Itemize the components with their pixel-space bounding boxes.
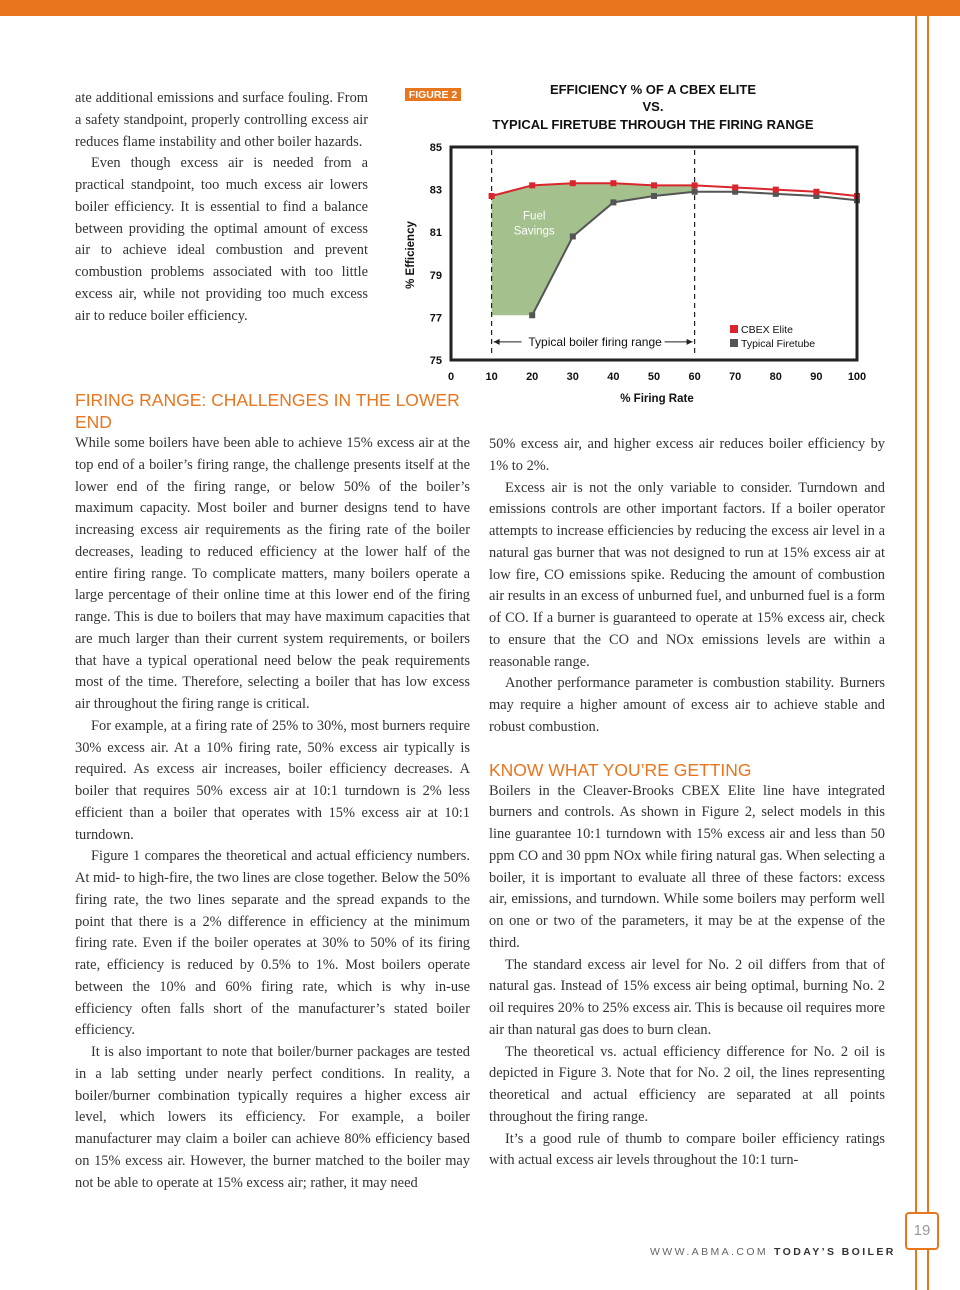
page-number: 19 [905,1212,939,1250]
chart-title-line-1: EFFICIENCY % OF A CBEX ELITE [549,82,757,97]
body-paragraph: The theoretical vs. actual efficiency difference for No. 2 oil is depicted in Figure 3. Note that for No. 2 oil, the lines representing theoretical and actual efficiency are separated at all points throughout the firing range. [489,1043,885,1125]
x-tick-label: 60 [688,371,701,383]
data-point [529,312,535,318]
y-tick-label: 79 [429,269,442,282]
data-point [651,193,657,199]
right-column [489,434,885,1172]
body-paragraph: Figure 1 compares the theoretical and actual efficiency numbers. At mid- to high-fire, the two lines are close together. Below the 50% firing rate, the two lines separate and the spread expands to the point that there is a 2% difference in efficiency at the minimum firing rate. Even if the boiler operates at 30% to 50% of its firing rate, efficiency is reduced by 0.5% to 1%. Most boilers operate between the 10% and 60% firing rate, which is why in-use efficiency often falls short of the manufacturer’s stated boiler efficiency. [75,848,470,1039]
x-tick-label: 30 [566,371,579,383]
body-paragraph: Another performance parameter is combustion stability. Burners may require a higher amount of excess air to achieve stable and robust combustion. [489,675,885,735]
section-heading: KNOW WHAT YOU’RE GETTING [489,759,752,780]
body-paragraph: ate additional emissions and surface fouling. From a safety standpoint, properly controlling excess air reduces flame instability and other boiler hazards. [75,90,368,150]
data-point [692,182,698,188]
data-point [813,189,819,195]
data-point [610,180,616,186]
x-tick-label: 20 [526,371,539,383]
x-tick-label: 0 [447,371,455,383]
data-point [529,182,535,188]
data-point [570,233,576,239]
data-point [610,199,616,205]
y-tick-label: 81 [429,227,442,240]
body-paragraph: For example, at a firing rate of 25% to 30%, most burners require 30% excess air. At a 10% firing rate, 50% excess air typically is required. As excess air increases, boiler efficiency decreases. A boiler that requires 50% excess air at 10:1 turndown is 2% less efficient than a boiler that operates with 15% excess air at 10:1 turndown. [75,717,470,843]
body-paragraph: Excess air is not the only variable to consider. Turndown and emissions controls are other important factors. If a boiler operator attempts to increase efficiencies by reducing the excess air level in a natural gas burner that was not designed to run at 15% excess air at low fire, CO emissions spike. Reducing the amount of combustion air results in an excess of unburned fuel, and unburned fuel is a form of CO. If a burner is guaranteed to operate at 15% excess air, check to ensure that the CO and NOx emissions levels are within a reasonable range. [489,479,885,670]
data-point [570,180,576,186]
x-tick-label: 80 [769,371,782,383]
y-tick-label: 77 [429,312,442,325]
fuel-savings-area [492,183,695,315]
footer [650,1246,896,1258]
footer-url: WWW.ABMA.COM [650,1246,769,1258]
data-point [773,187,779,193]
x-tick-label: 50 [647,371,661,383]
efficiency-chart [400,80,880,410]
figure-tag: FIGURE 2 [408,89,458,101]
range-arrow-head [494,339,500,345]
x-tick-label: 90 [810,371,823,383]
chart-title-line-3: TYPICAL FIRETUBE THROUGH THE FIRING RANGE [492,117,814,132]
range-arrow-head [687,339,693,345]
legend [730,324,815,350]
x-tick-label: 40 [607,371,620,383]
header-bar [0,0,960,16]
y-tick-label: 83 [429,184,442,197]
body-paragraph: It’s a good rule of thumb to compare boiler efficiency ratings with actual excess air levels throughout the 10:1 turn- [489,1130,885,1169]
x-tick-label: 100 [847,371,867,383]
x-axis [448,371,866,383]
legend-swatch [730,339,738,347]
firing-range-label: Typical boiler firing range [528,334,662,349]
x-axis-label: % Firing Rate [620,393,694,405]
footer-publication: TODAY’S BOILER [774,1246,896,1258]
y-axis [430,142,442,367]
body-paragraph: 50% excess air, and higher excess air reduces boiler efficiency by 1% to 2%. [489,436,885,474]
legend-label: Typical Firetube [741,338,816,350]
data-point [732,184,738,190]
data-point [489,193,495,199]
x-tick-label: 10 [485,371,498,383]
y-axis-label: % Efficiency [405,221,417,289]
data-point [651,182,657,188]
data-point [692,189,698,195]
fuel-savings-label: Savings [513,225,555,238]
body-paragraph: The standard excess air level for No. 2 oil differs from that of natural gas. Instead of 15% excess air being optimal, burning No. 2 oil requires 20% to 25% excess air. This is because oil requires more air than natural gas does to burn clean. [489,956,885,1038]
intro-column [75,88,368,327]
chart-title-line-2: VS. [642,99,664,114]
left-column [75,389,470,1194]
y-tick-label: 85 [429,142,442,154]
x-tick-label: 70 [729,371,742,383]
y-tick-label: 75 [429,355,442,367]
figure-2 [400,80,880,410]
legend-swatch [730,325,738,333]
body-paragraph: It is also important to note that boiler/burner packages are tested in a lab setting under nearly perfect conditions. In reality, a boiler/burner combination typically requires a higher excess air level, which lowers its efficiency. For example, a boiler manufacturer may claim a boiler can achieve 80% efficiency based on 15% excess air. However, the burner matched to the boiler may not be able to operate at 15% excess air; rather, it may need [75,1044,470,1191]
body-paragraph: Boilers in the Cleaver-Brooks CBEX Elite line have integrated burners and controls. As shown in Figure 2, select models in this line guarantee 10:1 turndown with 15% excess air and less than 50 ppm CO and 30 ppm NOx while firing natural gas. When selecting a boiler, it is important to evaluate all three of these factors: excess air, emissions, and turndown. While some boilers may perform well on one or two of the parameters, it may be at the expense of the third. [489,782,885,951]
section-heading: FIRING RANGE: CHALLENGES IN THE LOWER END [75,390,460,432]
page-edge-rule [915,16,929,1290]
body-paragraph: While some boilers have been able to achieve 15% excess air at the top end of a boiler’s firing range, the challenge presents itself at the lower end of the firing range, or below 50% of the boiler’s maximum capacity. Most boiler and burner designs tend to have increasing excess air requirements as the firing rate of the boiler decreases, leading to reduced efficiency at the lower half of the entire firing range. To complicate matters, many boilers operate a large percentage of their online time at this lower end of the firing range. This is due to boilers that may have maximum capacities that are much larger than their current system requirements, or boilers that have a typical operational need below the peak requirements most of the time. Therefore, selecting a boiler that has low excess air throughout the firing range is critical. [75,435,470,712]
legend-label: CBEX Elite [741,324,793,336]
body-paragraph: Even though excess air is needed from a practical standpoint, too much excess air lowers boiler efficiency. It is essential to find a balance between providing the optimal amount of excess air to achieve ideal combustion and prevent combustion problems associated with too little excess air, while not providing too much excess air to reduce boiler efficiency. [75,155,368,324]
fuel-savings-label: Fuel [523,210,546,223]
